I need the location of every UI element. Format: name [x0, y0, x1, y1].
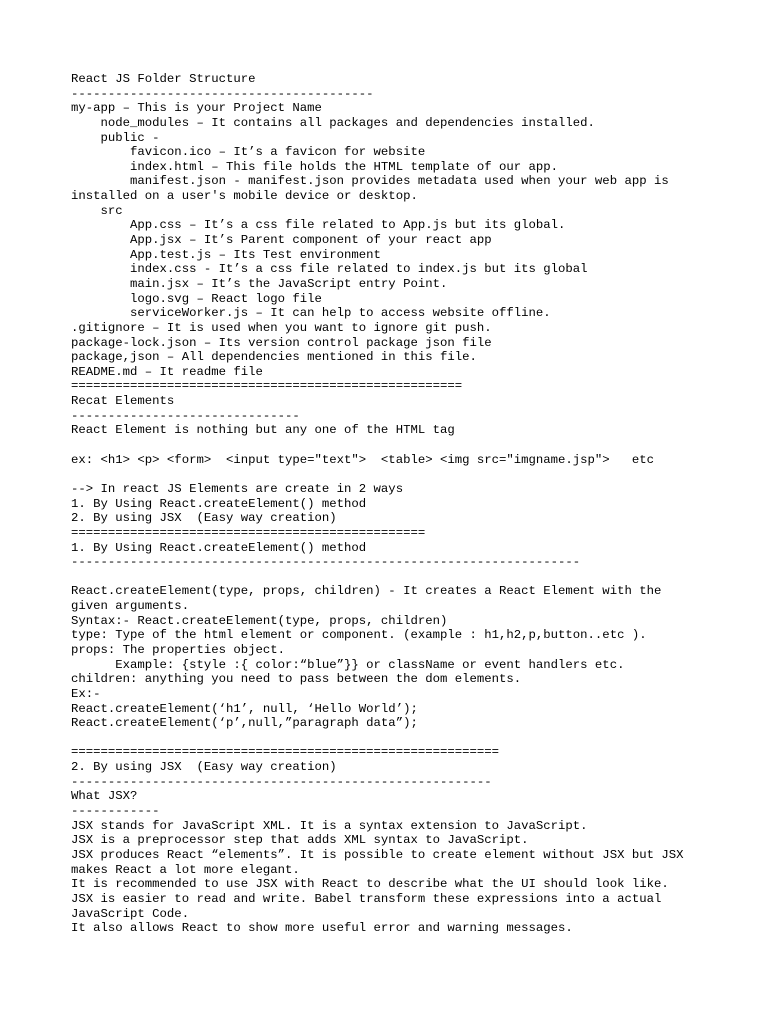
text-line: JSX produces React “elements”. It is possible to create element without JSX but JSX: [71, 847, 684, 862]
text-line: JavaScript Code.: [71, 906, 190, 921]
text-line: index.html – This file holds the HTML template of our app.: [71, 159, 559, 174]
text-line: serviceWorker.js – It can help to access website offline.: [71, 306, 551, 321]
text-line: App.css – It’s a css file related to App.js but its global.: [71, 218, 566, 233]
text-line: children: anything you need to pass between the dom elements.: [71, 672, 522, 687]
text-line: given arguments.: [71, 599, 190, 614]
text-line: public -: [71, 130, 160, 145]
text-line: App.test.js – Its Test environment: [71, 247, 381, 262]
text-line: [71, 570, 761, 585]
text-line: installed on a user's mobile device or desktop.: [71, 189, 418, 204]
text-line: 1. By Using React.createElement() method: [71, 540, 367, 555]
text-line: index.css - It’s a css file related to index.js but its global: [71, 262, 588, 277]
text-line: package,json – All dependencies mentioned in this file.: [71, 350, 477, 365]
text-line: App.jsx – It’s Parent component of your react app: [71, 233, 492, 248]
text-line: README.md – It readme file: [71, 364, 263, 379]
text-line: React.createElement(‘h1’, null, ‘Hello World’);: [71, 701, 418, 716]
text-line: 2. By using JSX (Easy way creation): [71, 760, 337, 775]
text-line: .gitignore – It is used when you want to ignore git push.: [71, 320, 492, 335]
text-line: JSX is easier to read and write. Babel transform these expressions into a actual: [71, 891, 662, 906]
text-line: makes React a lot more elegant.: [71, 862, 300, 877]
text-line: What JSX?: [71, 789, 138, 804]
text-line: Syntax:- React.createElement(type, props, children): [71, 613, 448, 628]
text-line: It also allows React to show more useful error and warning messages.: [71, 921, 573, 936]
text-line: =====================================================: [71, 379, 463, 394]
text-line: [71, 438, 761, 453]
text-line: package-lock.json – Its version control package json file: [71, 335, 492, 350]
text-line: my-app – This is your Project Name: [71, 101, 322, 116]
text-line: Ex:-: [71, 686, 101, 701]
text-line: Example: {style :{ color:“blue”}} or className or event handlers etc.: [71, 657, 625, 672]
document-page: [71, 72, 761, 936]
text-line: ================================================: [71, 525, 426, 540]
text-line: React Element is nothing but any one of the HTML tag: [71, 423, 455, 438]
text-line: ------------: [71, 804, 160, 819]
text-line: Recat Elements: [71, 394, 175, 409]
text-line: type: Type of the html element or component. (example : h1,h2,p,button..etc ).: [71, 628, 647, 643]
text-line: It is recommended to use JSX with React to describe what the UI should look like.: [71, 877, 669, 892]
text-line: JSX stands for JavaScript XML. It is a syntax extension to JavaScript.: [71, 818, 588, 833]
text-line: ==========================================================: [71, 745, 500, 760]
text-line: React JS Folder Structure: [71, 72, 256, 86]
text-line: 1. By Using React.createElement() method: [71, 496, 367, 511]
text-line: ---------------------------------------------------------------------: [71, 555, 581, 570]
text-line: [71, 467, 761, 482]
text-line: 2. By using JSX (Easy way creation): [71, 511, 337, 526]
text-line: ex: <h1> <p> <form> <input type="text"> <table> <img src="imgname.jsp"> etc: [71, 452, 654, 467]
text-line: props: The properties object.: [71, 642, 286, 657]
text-line: logo.svg – React logo file: [71, 291, 322, 306]
text-line: React.createElement(type, props, children) - It creates a React Element with the: [71, 584, 662, 599]
text-line: [71, 731, 761, 746]
text-line: -----------------------------------------: [71, 86, 374, 101]
text-line: --> In react JS Elements are create in 2 ways: [71, 481, 404, 496]
text-line: favicon.ico – It’s a favicon for website: [71, 145, 426, 160]
text-line: React.createElement(‘p’,null,”paragraph data”);: [71, 716, 418, 731]
text-line: node_modules – It contains all packages and dependencies installed.: [71, 115, 595, 130]
text-line: -------------------------------: [71, 408, 300, 423]
text-line: manifest.json - manifest.json provides metadata used when your web app is: [71, 174, 669, 189]
text-line: main.jsx – It’s the JavaScript entry Point.: [71, 276, 448, 291]
text-line: JSX is a preprocessor step that adds XML syntax to JavaScript.: [71, 833, 529, 848]
text-line: src: [71, 203, 123, 218]
text-line: ---------------------------------------------------------: [71, 774, 492, 789]
